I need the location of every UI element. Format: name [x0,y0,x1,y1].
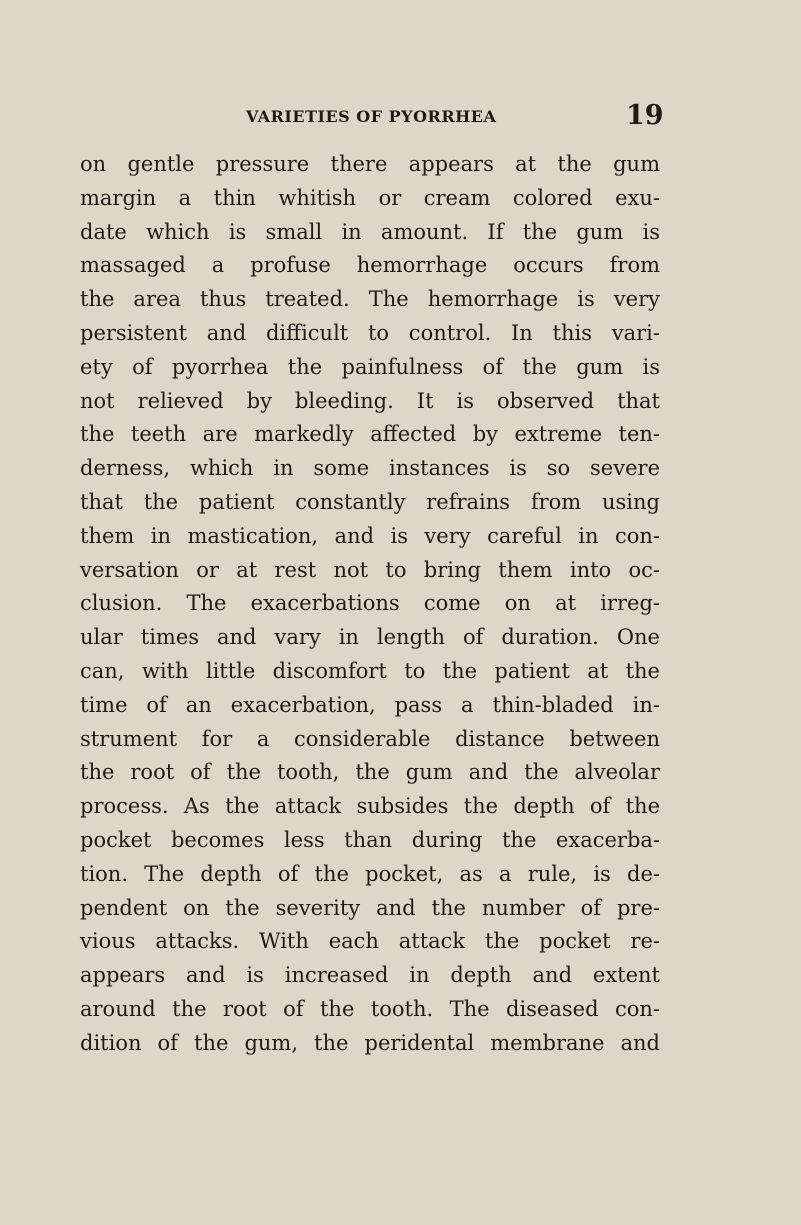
running-head: VARIETIES OF PYORRHEA [246,107,497,126]
text-line: the root of the tooth, the gum and the alveolar [80,760,660,785]
text-line: massaged a profuse hemorrhage occurs from [80,253,660,278]
text-line: the area thus treated. The hemorrhage is very [80,287,660,312]
text-line: persistent and difficult to control. In this vari- [80,320,660,345]
text-line: strument for a considerable distance between [80,726,660,751]
page-number: 19 [626,100,664,131]
text-line: them in mastication, and is very careful in con- [80,523,660,548]
text-line: derness, which in some instances is so severe [80,456,660,481]
text-line: on gentle pressure there appears at the gum [80,152,660,176]
text-line: vious attacks. With each attack the pocket re- [80,929,660,954]
text-line: ular times and vary in length of duration. One [80,625,660,650]
text-line: the teeth are markedly affected by extreme ten- [80,422,660,447]
text-line: tion. The depth of the pocket, as a rule, is de- [80,861,660,886]
text-line: that the patient constantly refrains from using [80,489,660,514]
text-line: time of an exacerbation, pass a thin-bladed in- [80,692,660,717]
text-line: can, with little discomfort to the patient at the [80,658,660,683]
text-line: process. As the attack subsides the depth of the [80,794,660,819]
text-line: ety of pyorrhea the painfulness of the gum is [80,354,660,379]
text-line: clusion. The exacerbations come on at irreg- [80,591,660,616]
text-line: versation or at rest not to bring them into oc- [80,557,660,582]
text-line: pocket becomes less than during the exacerba- [80,827,660,852]
text-line: margin a thin whitish or cream colored exu- [80,185,660,210]
text-line: around the root of the tooth. The diseased con- [80,996,660,1021]
text-line: dition of the gum, the peridental membrane and [80,1030,660,1055]
body-text [80,148,660,1061]
text-line: not relieved by bleeding. It is observed that [80,388,660,413]
text-line: appears and is increased in depth and extent [80,963,660,988]
text-line: pendent on the severity and the number of pre- [80,895,660,920]
text-line: date which is small in amount. If the gum is [80,219,660,244]
